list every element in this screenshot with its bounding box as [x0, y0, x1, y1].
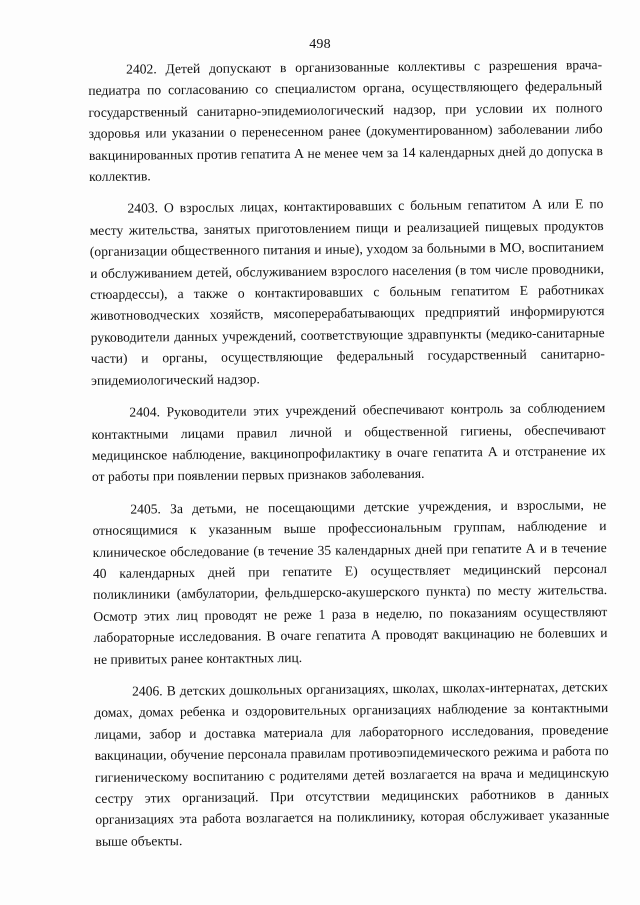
document-body [88, 54, 610, 863]
paragraph-2402 [88, 54, 603, 187]
paragraph-number: 2402. [126, 61, 157, 77]
paragraph-number: 2406. [131, 683, 163, 699]
paragraph-text: В детских дошкольных организациях, школах, школах-интернатах, детских домах, домах ребенка и оздоровительных организациях наблюдение за контактными лицами, забор и доставка материала для лабораторного исследования, проведение вакцинации, обучение персонала правилам противоэпидемического режима и работа по гигиеническому воспитанию с родителями детей возлагается на врача и медицинскую сестру этих организаций. При отсутствии медицинских работников в данных организациях эта работа возлагается на поликлинику, которая обслуживает указанные выше объекты. [94, 679, 610, 849]
paragraph-number: 2405. [130, 501, 161, 517]
paragraph-text: О взрослых лицах, контактировавших с больным гепатитом А или Е по месту жительства, занятых приготовлением пищи и реализацией пищевых продуктов (организации общественного питания и иные), уходом за больными в МО, воспитанием и обслуживанием детей, обслуживанием взрослого населения (в том числе проводники, стюардессы), а также о контактировавших с больным гепатитом Е работниках животноводческих хозяйств, мясоперерабатывающих предприятий информируются руководители данных учреждений, соответствующие здравпункты (медико-санитарные части) и органы, осуществляющие федеральный государственный санитарно-эпидемиологический надзор. [89, 196, 605, 388]
paragraph-text: За детьми, не посещающими детские учреждения, и взрослыми, не относящимися к указанным выше профессиональным группам, наблюдение и клиническое обследование (в течение 35 календарных дней при гепатите А и в течение 40 календарных дней при гепатите Е) осуществляет медицинский персонал поликлиники (амбулатории, фельдшерско-акушерского пункта) по месту жительства. Осмотр этих лиц проводят не реже 1 раза в неделю, по показаниям осуществляют лабораторные исследования. В очаге гепатита А проводят вакцинацию не болевших и не привитых ранее контактных лиц. [92, 496, 608, 667]
paragraph-number: 2404. [129, 404, 161, 420]
paragraph-text: Детей допускают в организованные коллективы с разрешения врача-педиатра по согласованию со специалистом органа, осуществляющего федеральный государственный санитарно-эпидемиологический надзор, при условии их полного здоровья или указании о перенесенном ранее (документированном) заболевании либо вакцинированных против гепатита А не менее чем за 14 календарных дней до допуска в коллектив. [88, 57, 603, 185]
paragraph-2406 [94, 676, 610, 852]
paragraph-2405 [92, 494, 608, 670]
paragraph-text: Руководители этих учреждений обеспечивают контроль за соблюдением контактными лицами правил личной и общественной гигиены, обеспечивают медицинское наблюдение, вакцинопрофилактику в очаге гепатита А и отстранение их от работы при появлении первых признаков заболевания. [91, 400, 606, 485]
paragraph-number: 2403. [127, 200, 159, 217]
paragraph-2403 [89, 193, 605, 391]
paragraph-2404 [91, 397, 606, 488]
page-number: 498 [309, 37, 331, 52]
